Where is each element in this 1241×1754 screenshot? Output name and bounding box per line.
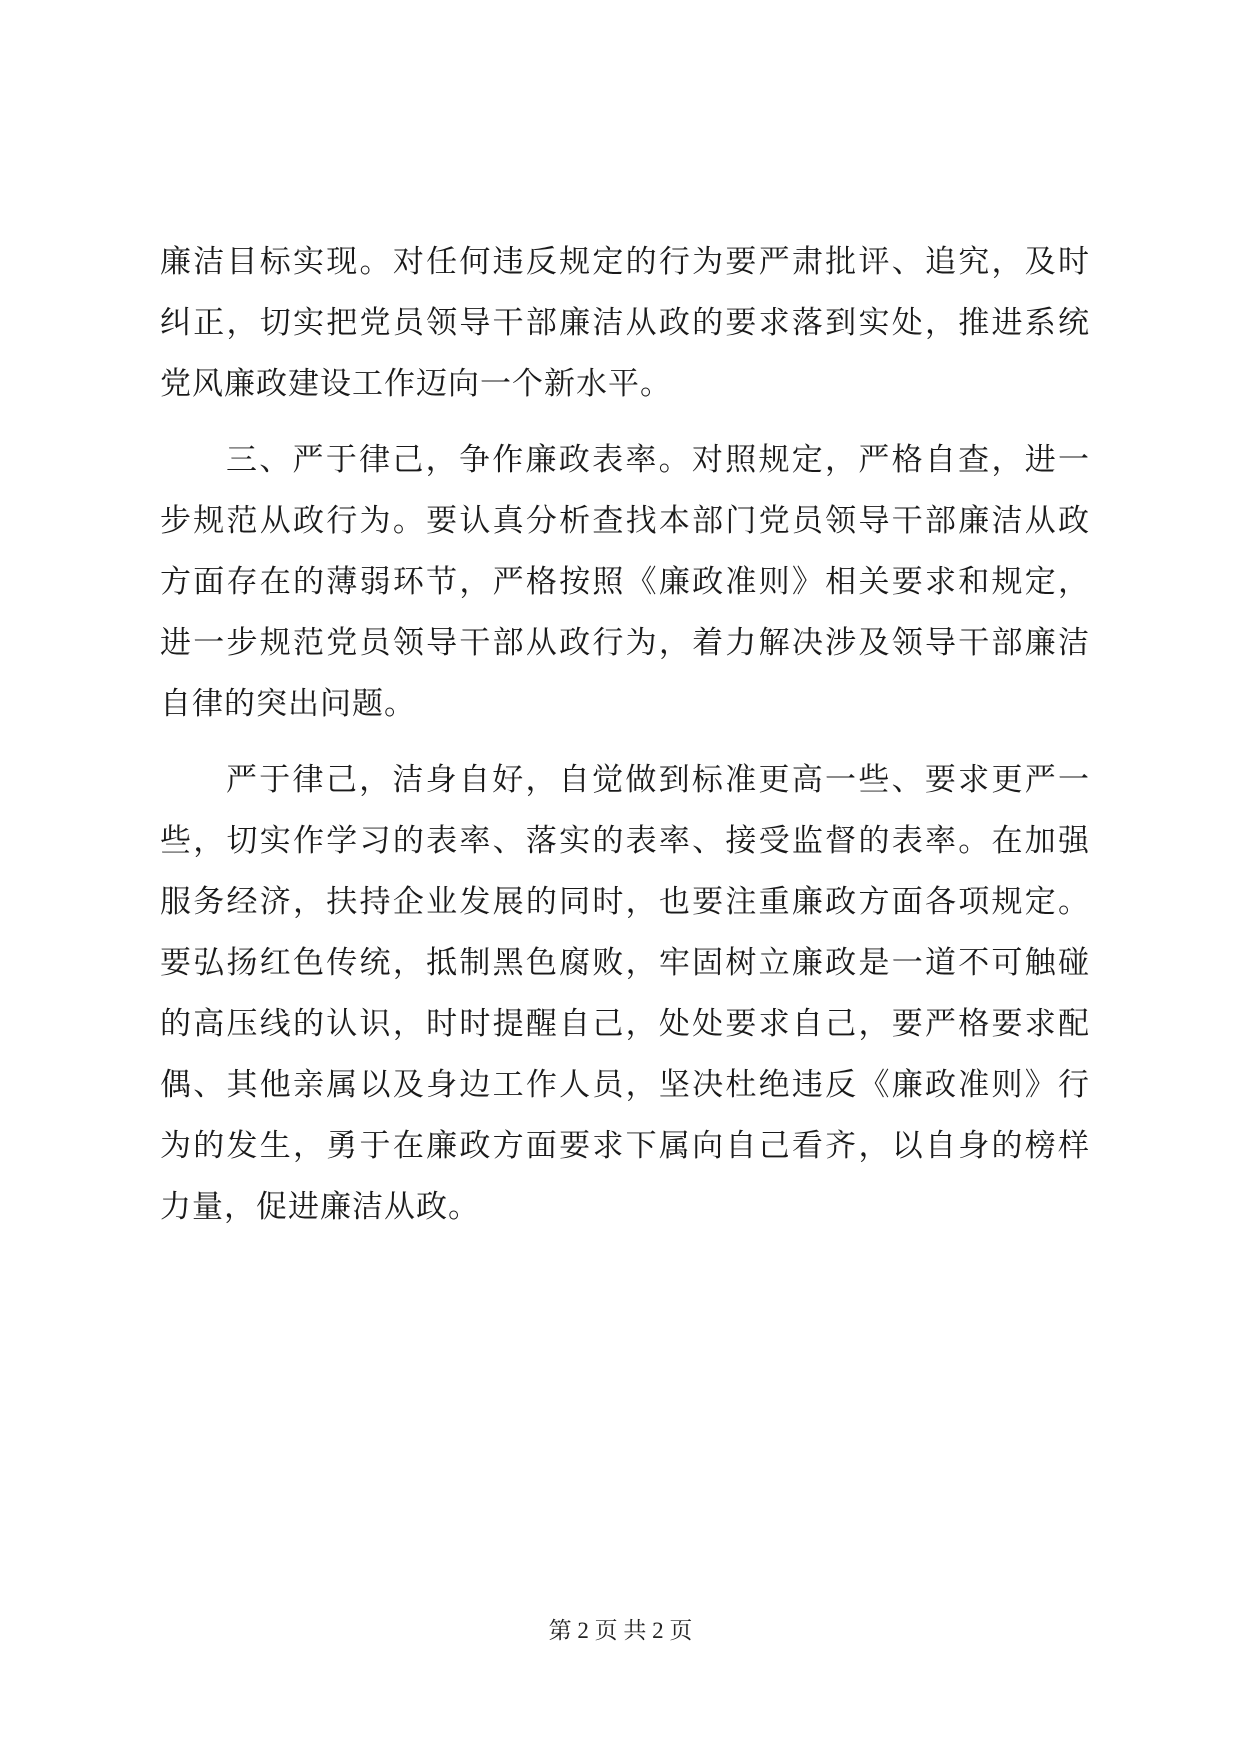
text-line: 廉洁目标实现。对任何违反规定的行为要严肃批评、追究，及时	[160, 244, 1090, 280]
paragraph-3	[160, 750, 1090, 1238]
text-line: 偶、其他亲属以及身边工作人员，坚决杜绝违反《廉政准则》行	[160, 1067, 1090, 1103]
page-number-footer: 第 2 页 共 2 页	[548, 1618, 693, 1643]
text-line: 为的发生，勇于在廉政方面要求下属向自己看齐，以自身的榜样	[160, 1128, 1090, 1164]
text-line: 严于律己，洁身自好，自觉做到标准更高一些、要求更严一	[226, 762, 1090, 798]
text-line: 的高压线的认识，时时提醒自己，处处要求自己，要严格要求配	[160, 1006, 1090, 1042]
text-line: 纠正，切实把党员领导干部廉洁从政的要求落到实处，推进系统	[160, 305, 1090, 341]
paragraph-2	[160, 430, 1090, 735]
text-line: 党风廉政建设工作迈向一个新水平。	[160, 366, 672, 402]
text-line: 要弘扬红色传统，抵制黑色腐败，牢固树立廉政是一道不可触碰	[160, 945, 1090, 981]
text-line: 步规范从政行为。要认真分析查找本部门党员领导干部廉洁从政	[160, 503, 1090, 539]
text-line: 进一步规范党员领导干部从政行为，着力解决涉及领导干部廉洁	[160, 625, 1090, 661]
text-line: 方面存在的薄弱环节，严格按照《廉政准则》相关要求和规定，	[160, 564, 1090, 600]
text-line: 自律的突出问题。	[160, 686, 416, 722]
text-line: 力量，促进廉洁从政。	[160, 1189, 480, 1225]
text-line: 三、严于律己，争作廉政表率。对照规定，严格自查，进一	[226, 442, 1090, 478]
paragraph-1	[160, 232, 1090, 415]
text-line: 服务经济，扶持企业发展的同时，也要注重廉政方面各项规定。	[160, 884, 1090, 920]
text-line: 些，切实作学习的表率、落实的表率、接受监督的表率。在加强	[160, 823, 1090, 859]
document-body	[160, 232, 1090, 1238]
